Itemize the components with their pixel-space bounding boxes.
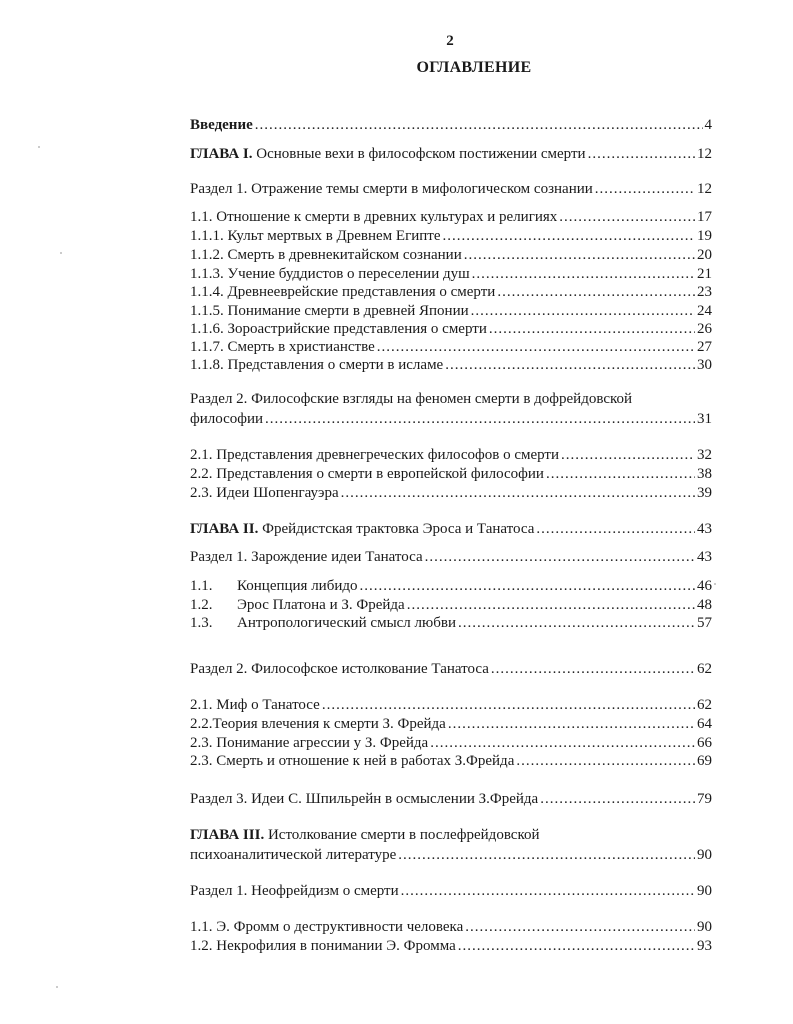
toc-entry-subsection: 2.3. Понимание агрессии у З. Фрейда ..... 66 bbox=[190, 734, 712, 752]
dot-leader bbox=[561, 446, 695, 464]
dot-leader bbox=[559, 208, 695, 226]
dot-leader bbox=[546, 465, 695, 483]
toc-entry-section-line-1: Раздел 2. Философские взгляды на феномен смерти в дофрейдовской bbox=[190, 391, 633, 407]
toc-page-number: 30 bbox=[697, 357, 712, 373]
toc-page-number: 62 bbox=[697, 697, 712, 713]
dot-leader bbox=[464, 246, 695, 264]
toc-entry-chapter-2: ГЛАВА II. Фрейдистская трактовка Эроса и Танатоса ..... 43 bbox=[190, 520, 712, 538]
toc-page-number: 90 bbox=[697, 919, 712, 935]
toc-page-number: 66 bbox=[697, 735, 712, 751]
toc-entry-subsection: 1.1. Э. Фромм о деструктивности человека ..... 90 bbox=[190, 918, 712, 936]
toc-entry-section: Раздел 1. Отражение темы смерти в мифологическом сознании ..... 12 bbox=[190, 180, 712, 198]
scan-speck bbox=[714, 583, 716, 585]
dot-leader bbox=[445, 356, 695, 374]
toc-entry-section: философии ..... 31 bbox=[190, 410, 712, 428]
toc-page-number: 93 bbox=[697, 938, 712, 954]
toc-page-number: 20 bbox=[697, 247, 712, 263]
dot-leader bbox=[536, 520, 695, 538]
dot-leader bbox=[398, 846, 695, 864]
toc-page-number: 24 bbox=[697, 303, 712, 319]
dot-leader bbox=[341, 484, 695, 502]
toc-entry-subsection: 2.2.Теория влечения к смерти З. Фрейда ..... 64 bbox=[190, 715, 712, 733]
page-title: ОГЛАВЛЕНИЕ bbox=[416, 59, 532, 76]
dot-leader bbox=[516, 752, 695, 770]
toc-page-number: 90 bbox=[697, 847, 712, 863]
dot-leader bbox=[443, 227, 695, 245]
toc-entry-subsection: 1.1.1. Культ мертвых в Древнем Египте ..... 19 bbox=[190, 227, 712, 245]
page-number: 2 bbox=[446, 33, 454, 49]
toc-entry-chapter-3: психоаналитической литературе ..... 90 bbox=[190, 846, 712, 864]
dot-leader bbox=[540, 790, 695, 808]
toc-page-number: 62 bbox=[697, 661, 712, 677]
dot-leader bbox=[265, 410, 695, 428]
toc-entry-subsection: 1.2. Эрос Платона и З. Фрейда ..... 48 bbox=[190, 596, 712, 614]
toc-page-number: 31 bbox=[697, 411, 712, 427]
toc-entry-section: Раздел 1. Зарождение идеи Танатоса ..... 43 bbox=[190, 548, 712, 566]
toc-entry-subsection: 2.3. Идеи Шопенгауэра ..... 39 bbox=[190, 484, 712, 502]
toc-page-number: 57 bbox=[697, 615, 712, 631]
toc-entry-subsection: 2.2. Представления о смерти в европейской философии ..... 38 bbox=[190, 465, 712, 483]
dot-leader bbox=[491, 660, 695, 678]
toc-entry-chapter-3-line-1: ГЛАВА III. Истолкование смерти в послефрейдовской bbox=[190, 827, 540, 843]
toc-entry-subsection: 1.1.5. Понимание смерти в древней Японии ..... 24 bbox=[190, 302, 712, 320]
dot-leader bbox=[425, 548, 695, 566]
dot-leader bbox=[458, 937, 695, 955]
dot-leader bbox=[255, 116, 703, 134]
toc-entry-subsection: 2.1. Миф о Танатосе ..... 62 bbox=[190, 696, 712, 714]
toc-entry-subsection: 1.3. Антропологический смысл любви ..... 57 bbox=[190, 614, 712, 632]
scan-speck bbox=[56, 986, 58, 988]
toc-page-number: 17 bbox=[697, 209, 712, 225]
dot-leader bbox=[458, 614, 695, 632]
toc-entry-section: Раздел 2. Философское истолкование Танатоса ..... 62 bbox=[190, 660, 712, 678]
toc-entry-introduction: Введение ..... 4 bbox=[190, 116, 712, 134]
toc-page-number: 90 bbox=[697, 883, 712, 899]
toc-page-number: 19 bbox=[697, 228, 712, 244]
toc-entry-subsection: 1.1. Концепция либидо ..... 46 bbox=[190, 577, 712, 595]
dot-leader bbox=[595, 180, 695, 198]
toc-entry-subsection: 1.1.8. Представления о смерти в исламе ..... 30 bbox=[190, 356, 712, 374]
toc-page-number: 21 bbox=[697, 266, 712, 282]
toc-page-number: 27 bbox=[697, 339, 712, 355]
toc-page-number: 12 bbox=[697, 146, 712, 162]
toc-page-number: 48 bbox=[697, 597, 712, 613]
toc-page-number: 46 bbox=[697, 578, 712, 594]
toc-entry-chapter-1: ГЛАВА I. Основные вехи в философском постижении смерти ..... 12 bbox=[190, 145, 712, 163]
dot-leader bbox=[448, 715, 695, 733]
toc-entry-subsection: 1.1.2. Смерть в древнекитайском сознании ..... 20 bbox=[190, 246, 712, 264]
dot-leader bbox=[588, 145, 695, 163]
dot-leader bbox=[497, 283, 695, 301]
toc-entry-section: Раздел 1. Неофрейдизм о смерти ..... 90 bbox=[190, 882, 712, 900]
dot-leader bbox=[472, 265, 695, 283]
toc-page-number: 26 bbox=[697, 321, 712, 337]
toc-page-number: 43 bbox=[697, 549, 712, 565]
toc-entry-subsection: 1.2. Некрофилия в понимании Э. Фромма ..... 93 bbox=[190, 937, 712, 955]
toc-entry-subsection: 1.1.3. Учение буддистов о переселении душ ..... 21 bbox=[190, 265, 712, 283]
toc-page-number: 79 bbox=[697, 791, 712, 807]
toc-entry-subsection: 2.1. Представления древнегреческих философов о смерти ..... 32 bbox=[190, 446, 712, 464]
dot-leader bbox=[377, 338, 695, 356]
dot-leader bbox=[322, 696, 695, 714]
dot-leader bbox=[430, 734, 695, 752]
toc-page-number: 64 bbox=[697, 716, 712, 732]
toc-page-number: 38 bbox=[697, 466, 712, 482]
toc-page-number: 4 bbox=[704, 117, 712, 133]
toc-page-number: 12 bbox=[697, 181, 712, 197]
dot-leader bbox=[360, 577, 695, 595]
dot-leader bbox=[401, 882, 695, 900]
dot-leader bbox=[489, 320, 695, 338]
toc-page-number: 23 bbox=[697, 284, 712, 300]
dot-leader bbox=[465, 918, 695, 936]
scan-speck bbox=[38, 146, 40, 148]
toc-entry-subsection: 1.1. Отношение к смерти в древних культурах и религиях ..... 17 bbox=[190, 208, 712, 226]
toc-page-number: 69 bbox=[697, 753, 712, 769]
toc-entry-subsection: 2.3. Смерть и отношение к ней в работах З.Фрейда ..... 69 bbox=[190, 752, 712, 770]
toc-page-number: 43 bbox=[697, 521, 712, 537]
toc-page-number: 39 bbox=[697, 485, 712, 501]
toc-entry-section: Раздел 3. Идеи С. Шпильрейн в осмыслении З.Фрейда ..... 79 bbox=[190, 790, 712, 808]
toc-entry-subsection: 1.1.6. Зороастрийские представления о смерти ..... 26 bbox=[190, 320, 712, 338]
toc-page-number: 32 bbox=[697, 447, 712, 463]
dot-leader bbox=[471, 302, 695, 320]
scan-speck bbox=[60, 252, 62, 254]
dot-leader bbox=[407, 596, 695, 614]
toc-entry-subsection: 1.1.7. Смерть в христианстве ..... 27 bbox=[190, 338, 712, 356]
toc-entry-subsection: 1.1.4. Древнееврейские представления о смерти ..... 23 bbox=[190, 283, 712, 301]
